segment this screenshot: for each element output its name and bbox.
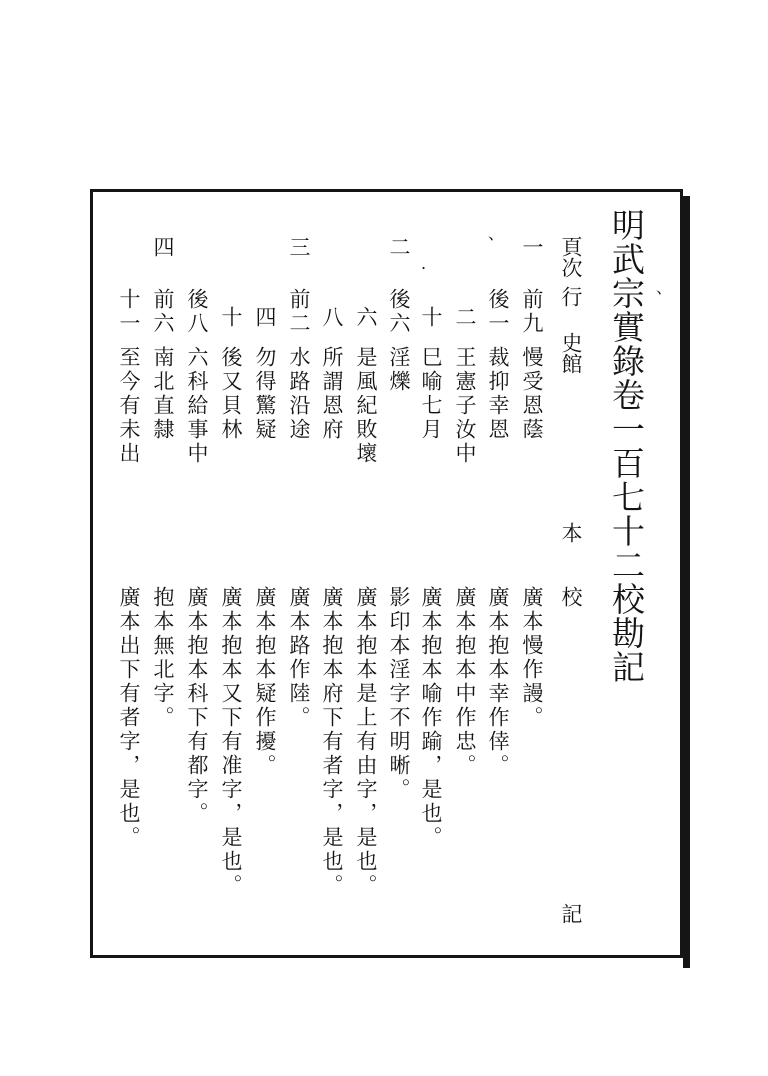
row-line: 十一 xyxy=(117,288,141,336)
row-line: 後一 xyxy=(486,288,510,336)
row-line: 八 xyxy=(320,306,344,330)
row-line: 前六 xyxy=(151,288,175,336)
row-original-text: 王憲子汝中 xyxy=(453,346,477,466)
row-note: 廣本抱本府下有者字，是也。 xyxy=(320,586,344,898)
row-line: 前二 xyxy=(287,288,311,336)
row-note: 廣本出下有者字，是也。 xyxy=(117,586,141,850)
row-note: 影印本淫字不明晰。 xyxy=(387,586,411,802)
stray-mark: 、 xyxy=(656,278,673,297)
row-page: 三 xyxy=(287,236,311,260)
row-original-text: 慢受恩蔭 xyxy=(520,346,544,442)
header-remarks: 記 xyxy=(559,903,583,924)
header-line: 行 xyxy=(559,286,583,307)
row-note: 廣本慢作謾。 xyxy=(520,586,544,730)
row-note: 抱本無北字。 xyxy=(151,586,175,730)
row-line: 十 xyxy=(419,306,443,330)
row-line: 後八 xyxy=(185,288,209,336)
row-note: 廣本抱本科下有都字。 xyxy=(185,586,209,826)
header-collation: 校 xyxy=(559,586,583,607)
row-original-text: 水路沿途 xyxy=(287,346,311,442)
row-note: 廣本抱本幸作倖。 xyxy=(486,586,510,778)
header-page-line: 頁次 xyxy=(559,236,583,278)
row-note: 廣本抱本是上有由字，是也。 xyxy=(354,586,378,898)
row-original-text: 淫爍 xyxy=(387,346,411,394)
row-line: 十 xyxy=(219,306,243,330)
row-original-text: 所謂恩府 xyxy=(320,346,344,442)
header-copy: 本 xyxy=(559,522,583,543)
row-line: 二 xyxy=(453,306,477,330)
row-line: 前九 xyxy=(520,288,544,336)
row-original-text: 至今有未出 xyxy=(117,346,141,466)
row-note: 廣本抱本疑作擾。 xyxy=(253,586,277,778)
row-note: 廣本抱本中作忠。 xyxy=(453,586,477,778)
row-line: 六 xyxy=(354,306,378,330)
row-page: 二 xyxy=(387,236,411,260)
row-original-text: 勿得驚疑 xyxy=(253,346,277,442)
row-page: 四 xyxy=(151,236,175,260)
row-original-text: 後又貝林 xyxy=(219,346,243,442)
row-original-text: 六科給事中 xyxy=(185,346,209,466)
row-original-text: 南北直隸 xyxy=(151,346,175,442)
row-original-text: 巳喻七月 xyxy=(419,346,443,442)
stray-mark: . xyxy=(421,254,427,273)
row-note: 廣本抱本又下有准字，是也。 xyxy=(219,586,243,898)
row-page: 一 xyxy=(520,236,544,260)
row-original-text: 是風紀敗壞 xyxy=(354,346,378,466)
row-line: 四 xyxy=(253,306,277,330)
stray-mark: 、 xyxy=(488,224,505,243)
header-volume: 史館 xyxy=(559,332,583,374)
row-original-text: 裁抑幸恩 xyxy=(486,346,510,442)
row-note: 廣本抱本喻作踰，是也。 xyxy=(419,586,443,850)
row-note: 廣本路作陸。 xyxy=(287,586,311,730)
page-title: 明武宗實錄卷一百七十二校勘記 xyxy=(607,208,646,684)
row-line: 後六 xyxy=(387,288,411,336)
